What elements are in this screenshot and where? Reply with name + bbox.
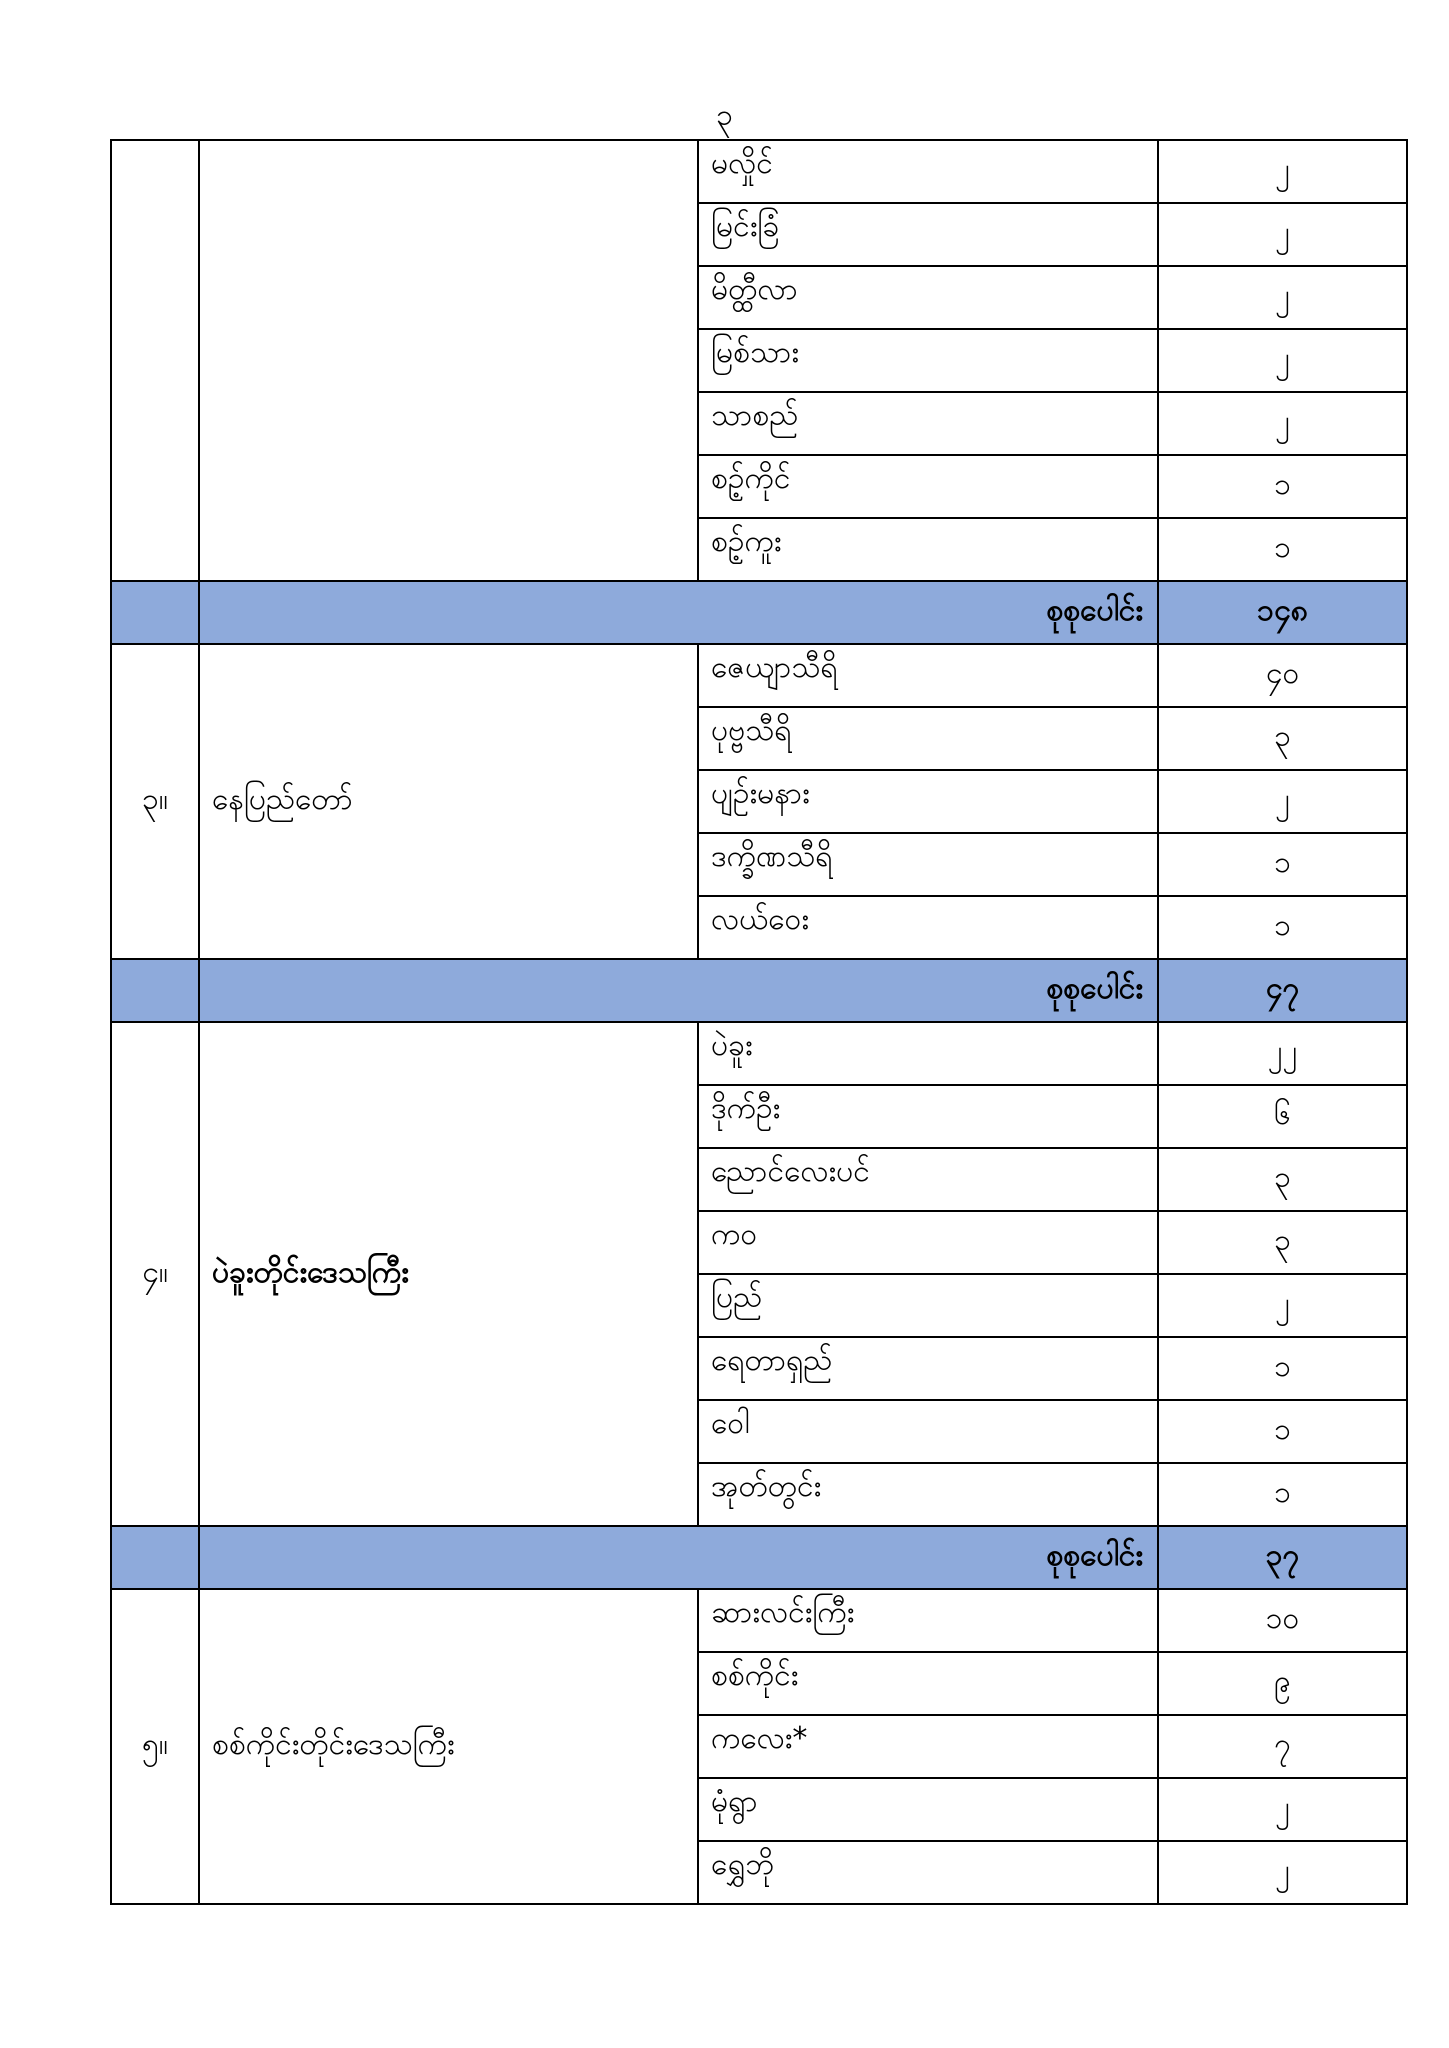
township-count: ၃ xyxy=(1158,1211,1407,1274)
township-name: ပဲခူး xyxy=(698,1022,1158,1085)
total-label: စုစုပေါင်း xyxy=(199,581,1158,644)
table-row xyxy=(111,644,1407,707)
region-number: ၃။ xyxy=(111,644,199,959)
township-count: ၃ xyxy=(1158,1148,1407,1211)
township-count: ၂ xyxy=(1158,1778,1407,1841)
township-name: လယ်ဝေး xyxy=(698,896,1158,959)
township-name: ဒိုက်ဦး xyxy=(698,1085,1158,1148)
township-name: မလှိုင် xyxy=(698,140,1158,203)
total-label: စုစုပေါင်း xyxy=(199,1526,1158,1589)
township-count: ၇ xyxy=(1158,1715,1407,1778)
township-count-table xyxy=(110,139,1408,1905)
township-count: ၁ xyxy=(1158,896,1407,959)
township-count: ၂ xyxy=(1158,392,1407,455)
township-name: စဉ့်ကူး xyxy=(698,518,1158,581)
township-name: ဒက္ခိဏသီရိ xyxy=(698,833,1158,896)
table-row xyxy=(111,1022,1407,1085)
township-name: အုတ်တွင်း xyxy=(698,1463,1158,1526)
total-value: ၁၄၈ xyxy=(1158,581,1407,644)
township-name: စစ်ကိုင်း xyxy=(698,1652,1158,1715)
township-count: ၁ xyxy=(1158,1463,1407,1526)
township-name: ညောင်လေးပင် xyxy=(698,1148,1158,1211)
township-name: ရေတာရှည် xyxy=(698,1337,1158,1400)
township-name: ရွှေဘို xyxy=(698,1841,1158,1904)
total-blank-cell xyxy=(111,581,199,644)
region-name: စစ်ကိုင်းတိုင်းဒေသကြီး xyxy=(199,1589,698,1904)
township-count: ၁ xyxy=(1158,1400,1407,1463)
township-name: ဝေါ xyxy=(698,1400,1158,1463)
township-count: ၆ xyxy=(1158,1085,1407,1148)
township-count: ၂၂ xyxy=(1158,1022,1407,1085)
total-value: ၄၇ xyxy=(1158,959,1407,1022)
page-number: ၃ xyxy=(716,98,733,133)
township-count: ၁၀ xyxy=(1158,1589,1407,1652)
region-number xyxy=(111,140,199,581)
total-row xyxy=(111,1526,1407,1589)
total-row xyxy=(111,581,1407,644)
township-count: ၉ xyxy=(1158,1652,1407,1715)
township-name: ကလေး* xyxy=(698,1715,1158,1778)
township-name: မြင်းခြံ xyxy=(698,203,1158,266)
township-name: မြစ်သား xyxy=(698,329,1158,392)
region-number: ၅။ xyxy=(111,1589,199,1904)
township-count: ၁ xyxy=(1158,455,1407,518)
township-count: ၂ xyxy=(1158,203,1407,266)
township-count: ၁ xyxy=(1158,833,1407,896)
township-name: ဆားလင်းကြီး xyxy=(698,1589,1158,1652)
total-blank-cell xyxy=(111,1526,199,1589)
township-count: ၃ xyxy=(1158,707,1407,770)
township-count: ၁ xyxy=(1158,518,1407,581)
township-count: ၂ xyxy=(1158,1274,1407,1337)
total-value: ၃၇ xyxy=(1158,1526,1407,1589)
total-blank-cell xyxy=(111,959,199,1022)
table-row xyxy=(111,1589,1407,1652)
township-name: သာစည် xyxy=(698,392,1158,455)
region-number: ၄။ xyxy=(111,1022,199,1526)
township-count: ၂ xyxy=(1158,266,1407,329)
region-name xyxy=(199,140,698,581)
total-label: စုစုပေါင်း xyxy=(199,959,1158,1022)
township-name: ပြည် xyxy=(698,1274,1158,1337)
township-count: ၄၀ xyxy=(1158,644,1407,707)
township-count: ၁ xyxy=(1158,1337,1407,1400)
township-name: စဉ့်ကိုင် xyxy=(698,455,1158,518)
township-name: ကဝ xyxy=(698,1211,1158,1274)
region-name: နေပြည်တော် xyxy=(199,644,698,959)
township-name: ပျဉ်းမနား xyxy=(698,770,1158,833)
township-name: ဇေယျာသီရိ xyxy=(698,644,1158,707)
region-name: ပဲခူးတိုင်းဒေသကြီး xyxy=(199,1022,698,1526)
township-name: ပုဗ္ဗသီရိ xyxy=(698,707,1158,770)
township-name: မိတ္ထီလာ xyxy=(698,266,1158,329)
table-row xyxy=(111,140,1407,203)
total-row xyxy=(111,959,1407,1022)
township-count: ၂ xyxy=(1158,140,1407,203)
township-count: ၂ xyxy=(1158,329,1407,392)
township-name: မုံရွာ xyxy=(698,1778,1158,1841)
township-count: ၂ xyxy=(1158,1841,1407,1904)
township-count: ၂ xyxy=(1158,770,1407,833)
